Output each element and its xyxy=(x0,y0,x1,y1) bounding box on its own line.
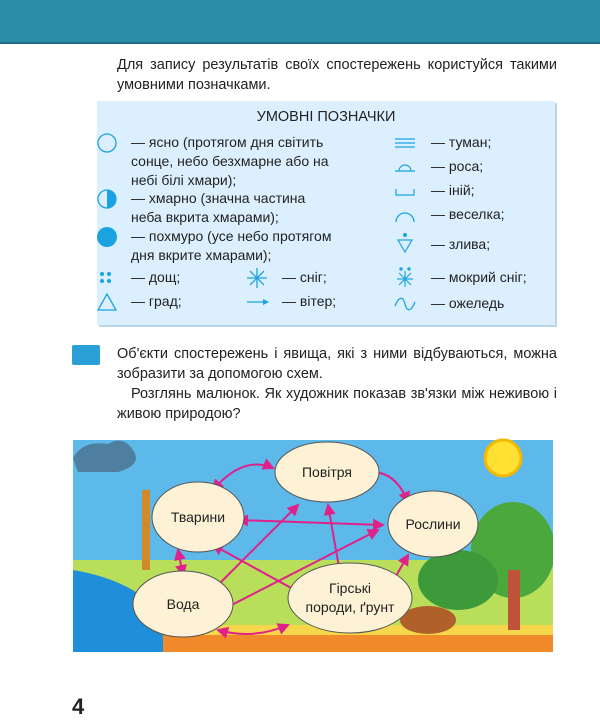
legend-item: — хмарно (значна частина неба вкрита хмарами); xyxy=(131,190,306,225)
snowflake-icon xyxy=(245,268,271,288)
legend-item: — вітер; xyxy=(282,293,337,309)
sun xyxy=(485,440,521,476)
frost-icon xyxy=(393,181,419,201)
legend-item: — ясно (протягом дня світить сонце, небо безхмарне або на небі білі хмари); xyxy=(131,134,329,188)
downpour-icon xyxy=(393,233,419,253)
legend-box xyxy=(97,101,555,325)
arc-icon xyxy=(393,205,419,225)
legend-item: — град; xyxy=(131,293,182,309)
label-rocks-2: породи, ґрунт xyxy=(305,599,395,615)
legend-item: — сніг; xyxy=(282,269,327,285)
node-rocks xyxy=(288,563,412,633)
paragraph-1: Об'єкти спостережень і явища, які з ними відбуваються, можна зобразити за допомогою схем. xyxy=(117,346,557,382)
group-work-icon xyxy=(72,345,100,365)
rain-dots-icon xyxy=(97,268,123,288)
filled-circle-icon xyxy=(97,227,123,247)
label-plants: Рослини xyxy=(405,516,461,532)
legend-item: — похмуро (усе небо протягом дня вкрите хмарами); xyxy=(131,228,332,263)
legend-item: — ожеледь xyxy=(431,295,505,311)
legend-title: УМОВНІ ПОЗНАЧКИ xyxy=(256,109,396,125)
sleet-icon xyxy=(393,267,419,287)
label-animals: Тварини xyxy=(170,509,226,525)
page-number: 4 xyxy=(72,694,85,719)
arrow-icon xyxy=(245,292,271,312)
nature-diagram xyxy=(73,430,553,652)
legend-item: — роса; xyxy=(431,158,484,174)
legend-item: — мокрий сніг; xyxy=(431,269,527,285)
label-air: Повітря xyxy=(301,464,353,480)
legend-item: — туман; xyxy=(431,134,492,150)
bush xyxy=(418,550,498,610)
label-rocks-1: Гірські xyxy=(328,580,372,596)
triangle-icon xyxy=(97,292,123,312)
legend-item: — дощ; xyxy=(131,269,181,285)
paragraph-2: Розглянь малюнок. Як художник показав зв'язки між неживою і живою природою? xyxy=(117,386,557,422)
fog-lines-icon xyxy=(393,133,419,153)
half-circle-icon xyxy=(97,189,123,209)
legend-item: — веселка; xyxy=(431,206,505,222)
clear-circle-icon xyxy=(97,133,123,153)
wave-icon xyxy=(393,294,419,314)
dew-icon xyxy=(393,157,419,177)
label-water: Вода xyxy=(166,596,200,612)
header-bar xyxy=(0,0,600,44)
legend-item: — злива; xyxy=(431,236,491,252)
intro-text: Для запису результатів своїх спостережень користуйся такими умовними позначками. xyxy=(117,57,557,93)
legend-item: — іній; xyxy=(431,182,475,198)
